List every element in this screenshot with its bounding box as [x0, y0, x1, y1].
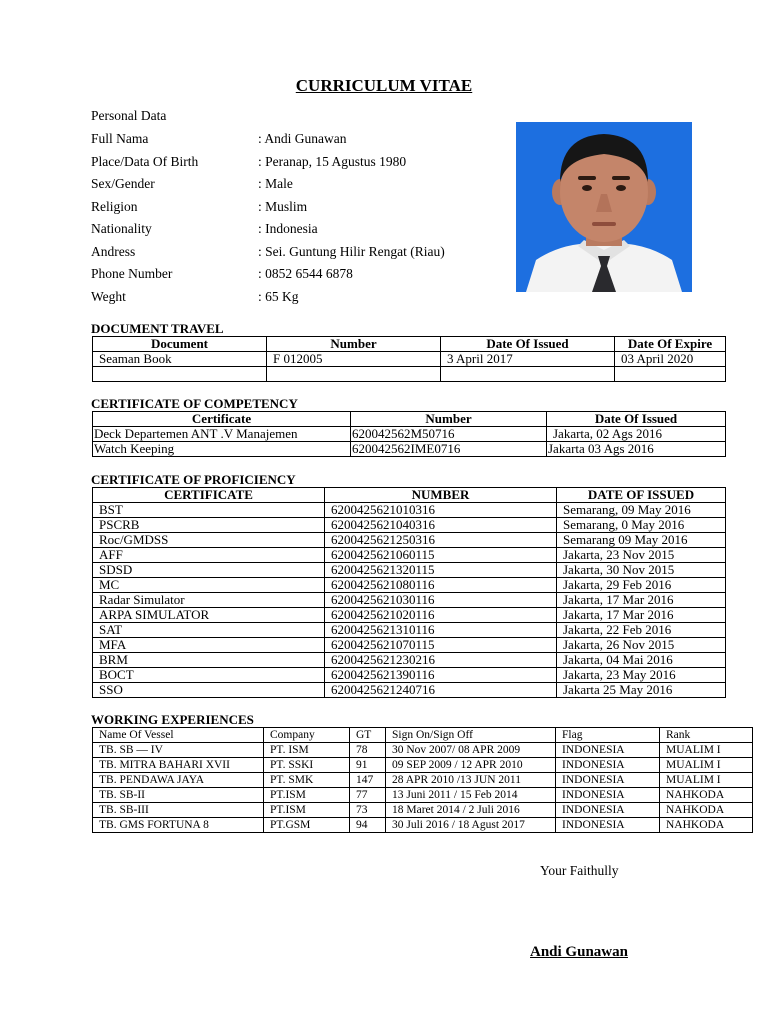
table-cell: PSCRB	[93, 518, 325, 533]
field-label-weight: Weght	[91, 289, 126, 304]
table-cell	[267, 367, 441, 382]
field-value-nationality: : Indonesia	[258, 221, 318, 236]
table-cell: 6200425621080116	[325, 578, 557, 593]
signature-name: Andi Gunawan	[530, 944, 628, 960]
table-cell: MC	[93, 578, 325, 593]
table-cell: NAHKODA	[660, 803, 753, 818]
table-row	[93, 518, 726, 533]
table-cell: 6200425621030116	[325, 593, 557, 608]
table-row	[93, 773, 753, 788]
field-label-gender: Sex/Gender	[91, 176, 155, 191]
table-cell: Semarang 09 May 2016	[557, 533, 726, 548]
table-row	[93, 593, 726, 608]
table-cell: Jakarta, 17 Mar 2016	[557, 593, 726, 608]
table-cell: Jakarta 25 May 2016	[557, 683, 726, 698]
table-cell: ARPA SIMULATOR	[93, 608, 325, 623]
table-row	[93, 668, 726, 683]
column-header: Flag	[556, 728, 660, 743]
field-value-religion: : Muslim	[258, 199, 308, 214]
proficiency-table	[92, 487, 726, 698]
table-cell: 620042562M50716	[351, 427, 547, 442]
table-cell: SDSD	[93, 563, 325, 578]
table-cell: MUALIM I	[660, 743, 753, 758]
field-value-birth: : Peranap, 15 Agustus 1980	[258, 154, 407, 169]
table-cell: Semarang, 0 May 2016	[557, 518, 726, 533]
table-row	[93, 683, 726, 698]
table-cell: Jakarta, 26 Nov 2015	[557, 638, 726, 653]
table-row	[93, 638, 726, 653]
table-row	[93, 503, 726, 518]
table-cell: SSO	[93, 683, 325, 698]
table-cell: PT.ISM	[264, 803, 350, 818]
table-cell: 6200425621240716	[325, 683, 557, 698]
table-cell: MFA	[93, 638, 325, 653]
table-header-row	[93, 728, 753, 743]
column-header: Company	[264, 728, 350, 743]
field-label-address: Andress	[91, 244, 136, 259]
field-value-address: : Sei. Guntung Hilir Rengat (Riau)	[258, 244, 445, 259]
column-header: Name Of Vessel	[93, 728, 264, 743]
table-cell: 78	[350, 743, 386, 758]
table-cell: AFF	[93, 548, 325, 563]
table-cell: 91	[350, 758, 386, 773]
table-cell: MUALIM I	[660, 758, 753, 773]
field-label-religion: Religion	[91, 199, 138, 214]
table-cell: TB. MITRA BAHARI XVII	[93, 758, 264, 773]
column-header: Sign On/Sign Off	[386, 728, 556, 743]
table-cell: 6200425621250316	[325, 533, 557, 548]
column-header: Date Of Issued	[547, 412, 726, 427]
table-cell: F 012005	[267, 352, 441, 367]
table-cell: TB. PENDAWA JAYA	[93, 773, 264, 788]
field-value-full-name: : Andi Gunawan	[258, 131, 347, 146]
table-cell: 6200425621070115	[325, 638, 557, 653]
table-cell: INDONESIA	[556, 803, 660, 818]
table-row	[93, 758, 753, 773]
table-cell: 620042562IME0716	[351, 442, 547, 457]
table-cell	[441, 367, 615, 382]
profile-photo	[516, 122, 692, 292]
table-cell: BOCT	[93, 668, 325, 683]
table-row	[93, 563, 726, 578]
table-cell: INDONESIA	[556, 788, 660, 803]
table-cell: TB. SB-III	[93, 803, 264, 818]
competency-heading: CERTIFICATE OF COMPETENCY	[91, 396, 298, 411]
table-cell: Jakarta, 30 Nov 2015	[557, 563, 726, 578]
table-cell: Jakarta, 04 Mai 2016	[557, 653, 726, 668]
column-header: Rank	[660, 728, 753, 743]
column-header: GT	[350, 728, 386, 743]
table-cell: BRM	[93, 653, 325, 668]
table-cell: 147	[350, 773, 386, 788]
table-row	[93, 533, 726, 548]
table-cell: PT. SMK	[264, 773, 350, 788]
table-cell: INDONESIA	[556, 773, 660, 788]
competency-table	[92, 411, 726, 457]
column-header: Certificate	[93, 412, 351, 427]
closing-text: Your Faithully	[540, 863, 619, 878]
table-cell: 6200425621010316	[325, 503, 557, 518]
table-cell: PT.GSM	[264, 818, 350, 833]
table-row	[93, 788, 753, 803]
portrait-illustration	[516, 122, 692, 292]
table-row	[93, 818, 753, 833]
table-header-row	[93, 412, 726, 427]
table-cell: Jakarta, 23 Nov 2015	[557, 548, 726, 563]
table-cell: PT. ISM	[264, 743, 350, 758]
table-cell: 09 SEP 2009 / 12 APR 2010	[386, 758, 556, 773]
table-row	[93, 803, 753, 818]
column-header: CERTIFICATE	[93, 488, 325, 503]
experience-table	[92, 727, 753, 833]
table-cell: 6200425621230216	[325, 653, 557, 668]
column-header: DATE OF ISSUED	[557, 488, 726, 503]
table-cell: Jakarta, 02 Ags 2016	[547, 427, 726, 442]
table-cell: BST	[93, 503, 325, 518]
table-cell: Semarang, 09 May 2016	[557, 503, 726, 518]
table-cell: Deck Departemen ANT .V Manajemen	[93, 427, 351, 442]
column-header: Number	[351, 412, 547, 427]
table-cell: Jakarta, 29 Feb 2016	[557, 578, 726, 593]
table-cell: PT. SSKI	[264, 758, 350, 773]
table-row	[93, 367, 726, 382]
table-cell: INDONESIA	[556, 758, 660, 773]
table-cell: Jakarta, 17 Mar 2016	[557, 608, 726, 623]
table-cell: 73	[350, 803, 386, 818]
table-cell: 28 APR 2010 /13 JUN 2011	[386, 773, 556, 788]
table-cell	[93, 367, 267, 382]
column-header: Date Of Issued	[441, 337, 615, 352]
field-label-phone: Phone Number	[91, 266, 173, 281]
field-label-nationality: Nationality	[91, 221, 152, 236]
table-cell: NAHKODA	[660, 788, 753, 803]
page-title: CURRICULUM VITAE	[295, 76, 473, 95]
table-row	[93, 427, 726, 442]
field-value-gender: : Male	[258, 176, 293, 191]
table-cell	[615, 367, 726, 382]
table-cell: 6200425621060115	[325, 548, 557, 563]
table-cell: 6200425621020116	[325, 608, 557, 623]
field-label-full-name: Full Nama	[91, 131, 149, 146]
field-label-birth: Place/Data Of Birth	[91, 154, 199, 169]
table-header-row	[93, 337, 726, 352]
table-cell: TB. SB — IV	[93, 743, 264, 758]
table-row	[93, 578, 726, 593]
field-value-weight: : 65 Kg	[258, 289, 299, 304]
table-row	[93, 352, 726, 367]
personal-data-heading: Personal Data	[91, 108, 167, 123]
table-cell: 18 Maret 2014 / 2 Juli 2016	[386, 803, 556, 818]
document-travel-heading: DOCUMENT TRAVEL	[91, 321, 224, 336]
table-row	[93, 608, 726, 623]
table-cell: Watch Keeping	[93, 442, 351, 457]
table-cell: 6200425621320115	[325, 563, 557, 578]
document-travel-table	[92, 336, 726, 382]
proficiency-heading: CERTIFICATE OF PROFICIENCY	[91, 472, 296, 487]
table-cell: SAT	[93, 623, 325, 638]
table-header-row	[93, 488, 726, 503]
column-header: NUMBER	[325, 488, 557, 503]
table-cell: 3 April 2017	[441, 352, 615, 367]
table-cell: 30 Juli 2016 / 18 Agust 2017	[386, 818, 556, 833]
table-cell: 30 Nov 2007/ 08 APR 2009	[386, 743, 556, 758]
table-cell: 6200425621390116	[325, 668, 557, 683]
table-cell: 77	[350, 788, 386, 803]
table-row	[93, 653, 726, 668]
table-cell: Jakarta, 22 Feb 2016	[557, 623, 726, 638]
table-cell: 6200425621310116	[325, 623, 557, 638]
table-cell: Jakarta 03 Ags 2016	[547, 442, 726, 457]
table-cell: TB. GMS FORTUNA 8	[93, 818, 264, 833]
table-cell: INDONESIA	[556, 818, 660, 833]
table-row	[93, 623, 726, 638]
table-cell: Radar Simulator	[93, 593, 325, 608]
table-cell: INDONESIA	[556, 743, 660, 758]
table-row	[93, 743, 753, 758]
column-header: Document	[93, 337, 267, 352]
table-cell: Roc/GMDSS	[93, 533, 325, 548]
table-cell: Seaman Book	[93, 352, 267, 367]
table-cell: 94	[350, 818, 386, 833]
column-header: Number	[267, 337, 441, 352]
table-row	[93, 548, 726, 563]
column-header: Date Of Expire	[615, 337, 726, 352]
table-cell: NAHKODA	[660, 818, 753, 833]
table-cell: TB. SB-II	[93, 788, 264, 803]
table-cell: 03 April 2020	[615, 352, 726, 367]
table-cell: 13 Juni 2011 / 15 Feb 2014	[386, 788, 556, 803]
table-row	[93, 442, 726, 457]
table-cell: PT.ISM	[264, 788, 350, 803]
table-cell: Jakarta, 23 May 2016	[557, 668, 726, 683]
table-cell: 6200425621040316	[325, 518, 557, 533]
experience-heading: WORKING EXPERIENCES	[91, 712, 254, 727]
field-value-phone: : 0852 6544 6878	[258, 266, 353, 281]
table-cell: MUALIM I	[660, 773, 753, 788]
